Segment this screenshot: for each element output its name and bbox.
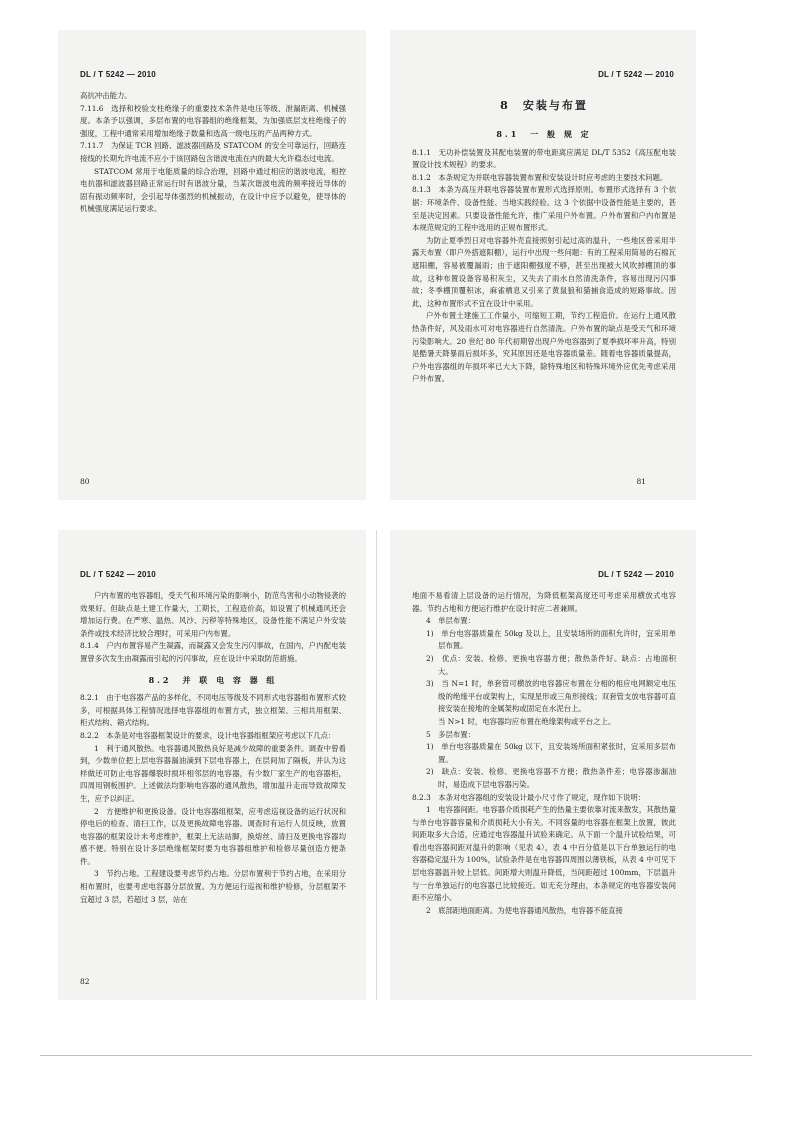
section-title: 8.2 并 联 电 容 器 组 — [148, 674, 278, 685]
paragraph: 2 方便维护和更换设备。设计电容器组框架，应考虑巡视设备的运行状况和停电后的检查、清扫工作，以及更换故障电容器。调查时有运行人员反映，放置电容器的框架设计未考虑维护，框架上无法站脚，换熔丝、清扫及更换电容器均感不便。特别在设计多层绝缘框架时要为电容器组维护和检修尽量创造方便条件。 — [80, 806, 346, 866]
page-80 — [58, 30, 366, 500]
paragraph: 高抗冲击能力。 — [80, 91, 132, 100]
page-body — [412, 90, 676, 386]
paragraph: 7.11.7 为保证 TCR 回路、滤波器回路及 STATCOM 的安全可靠运行，回路连接线的长期允许电流不应小于该回路包含谐波电流在内的最大允许稳态过电流。 — [80, 141, 346, 163]
page-number: 80 — [80, 477, 90, 486]
section-title: 8.1 一 般 规 定 — [496, 129, 592, 139]
page-number: 81 — [636, 477, 646, 486]
paragraph: 8.2.2 本条是对电容器框架设计的要求，设计电容器组框架应考虑以下几点： — [80, 730, 336, 740]
list-item: 1) 单台电容器质量在 50kg 及以上，且安装场所的面积允许时，宜采用单层布置。 — [426, 628, 676, 651]
paragraph: 8.1.3 本条为高压并联电容器装置布置形式选择原则。布置形式选择有 3 个依据：环境条件、设备性能、当地实践经验。这 3 个依据中设备性能是主要的，甚至是决定因素。只要设备性能允许，推广采用户外布置。户外布置和户内布置是本规范规定的工程中选用的正规布置形式。 — [412, 185, 676, 233]
list-heading: 4 单层布置： — [426, 616, 476, 626]
list-item: 当 N>1 时，电容器均应布置在绝缘架构或平台之上。 — [438, 716, 616, 726]
paragraph: 1 电容器间距。电容器介质损耗产生的热量主要依靠对流来散发，其散热量与单台电容器容量和介质损耗大小有关。不同容量的电容器在框架上放置，彼此间距取多大合适，应通过电容器温升试验来确定。从下面一个温升试验结果，可看出电容器间距对温升的影响（见表 4），表 4 中百分值是以下台单独运行的电容器稳定温升为 100%，试验条件是在电容器四周围以薄铁板，从表 4 中可见下层电容器温升较上层低。间距增大则温升降低，当间距超过 100mm，下层温升与一台单独运行的电容器已比较接近。如无充分理由，本条规定的电容器安装间距不应缩小。 — [412, 805, 676, 903]
list-item: 3) 当 N=1 时，单套管可横放的电容器应布置在分相的相应电网额定电压级的绝缘平台或架构上，实现星形或三角形接线；双套管支放电容器可直接安装在接地的金属架构或固定在水泥台上。 — [426, 679, 676, 714]
running-header: DL / T 5242 — 2010 — [80, 70, 156, 79]
running-header: DL / T 5242 — 2010 — [80, 570, 156, 579]
list-item: 2) 优点：安装、检修、更换电容器方便；散热条件好。缺点：占地面积大。 — [426, 653, 676, 676]
paragraph: 8.2.1 由于电容器产品的多样化，不同电压等级及不同形式电容器组布置形式较多，可根据具体工程情况选择电容器组的布置方式，独立框架、三相共用框架、柜式结构、箱式结构。 — [80, 693, 346, 728]
paragraph: 7.11.6 选择和校验支柱绝缘子的重要技术条件是电压等级、泄漏距离、机械强度。本条予以强调，多层布置的电容器组的绝缘框架，为加强底层支柱绝缘子的强度，工程中通常采用增加绝缘子数量和选高一级电压的产品两种方式。 — [80, 103, 346, 138]
page-82 — [58, 530, 366, 1000]
list-heading: 5 多层布置： — [426, 729, 476, 739]
paragraph: 8.1.1 无功补偿装置及其配电装置的带电距离应满足 DL/T 5352《高压配电装置设计技术规程》的要求。 — [412, 147, 676, 170]
page-body — [412, 590, 676, 917]
chapter-title: 8 安装与布置 — [500, 99, 588, 112]
paragraph: 地面不易看清上层设备的运行情况，为降低框架高度还可考虑采用横放式电容器。节约占地和方便运行维护在设计时应二者兼顾。 — [412, 591, 676, 613]
paragraph: 1 利于通风散热。电容器通风散热良好是减少故障的重要条件。调查中曾看到，少数单位把上层电容器漏油滴到下层电容器上，在层间加了隔板，并认为这样做还可防止电容器爆裂时损坏相邻层的电容器，有少数厂家生产的电容器柜，四周用钢板围护。上述做法均影响电容器的通风散热，增加温升走而导致故障发生，应予以纠正。 — [80, 743, 346, 803]
list-item: 1) 单台电容器质量在 50kg 以下，且安装场所面积紧张时，宜采用多层布置。 — [426, 742, 676, 764]
footer-rule — [40, 1055, 752, 1056]
paragraph: 3 节约占地。工程建设要考虑节约占地。分层布置利于节约占地，在采用分相布置时，也要考虑电容器分层放置。为方便运行巡视和维护检修，分层框架不宜超过 3 层，若超过 3 层，站在 — [80, 869, 346, 904]
page-83 — [390, 530, 696, 1000]
running-header: DL / T 5242 — 2010 — [598, 70, 674, 79]
page-number: 82 — [80, 977, 90, 986]
page-81 — [390, 30, 696, 500]
paragraph: 8.1.4 户内布置容易产生凝露，而凝露又会发生污闪事故，在国内，户内配电装置曾多次发生由凝露而引起的污闪事故，应在设计中采取防范措施。 — [80, 641, 346, 663]
page-body — [80, 90, 346, 216]
gutter-divider — [376, 530, 377, 1000]
paragraph: STATCOM 常用于电能质量的综合治理，回路中通过相应的谐波电流，相控电抗器和滤波器回路正常运行时有谐波分量，当某次谐波电流的频率接近导体的固有振动频率时，会引起导体强烈的机械振动，在设计中应予以避免，使导体的机械强度满足运行要求。 — [80, 166, 346, 214]
paragraph: 户外布置土建施工工作量小，可缩短工期，节约工程造价。在运行上通风散热条件好，风及雨水可对电容器进行自然清洗。户外布置的缺点是受天气和环境污染影响大。20 世纪 80 年代初期曾出现户外电容器到了夏季损坏率升高，特别是酷暑天降暴雨后损坏多，究其原因还是电容器质量差。随着电容器质量提高，户外电容器组的年损坏率已大大下降，除特殊地区和特殊环境外应优先考虑采用户外布置。 — [412, 311, 676, 384]
paragraph: 户内布置的电容器组，受天气和环境污染的影响小，防范鸟害和小动物侵袭的效果好。但缺点是土建工作量大，工期长，工程造价高，如设置了机械通风还会增加运行费。在严寒、温热、风沙、污秽等特殊地区，设备性能不满足户外安装条件或技术经济比较合理时，可采用户内布置。 — [80, 591, 346, 638]
paragraph: 为防止夏季烈日对电容器外壳直接照射引起过高的温升，一些地区曾采用半露天布置（即户外搭遮阳棚），运行中出现一些问题：有的工程采用简易的石棉瓦遮阳棚，容易被覆漏雨；由于遮阳棚强度不够，甚至出现被大风吹掉棚顶的事故，这种布置设备容易积灰尘，又失去了雨水自然清洗条件，容易出现污闪事故；冬季棚顶覆积冰，麻雀栖息又引来了黄鼠狼和猫捕食造成的短路事故。因此，这种布置形式不宜在设计中采用。 — [412, 235, 676, 308]
list-item: 2) 缺点：安装、检修、更换电容器不方便；散热条件差；电容器渗漏油时，易造成下层电容器污染。 — [426, 767, 676, 789]
page-body — [80, 590, 346, 906]
paragraph: 8.1.2 本条规定为并联电容器装置布置和安装设计时应考虑的主要技术问题。 — [412, 172, 668, 182]
running-header: DL / T 5242 — 2010 — [598, 570, 674, 579]
paragraph: 2 底部距地面距离。为使电容器通风散热，电容器不能直接 — [426, 905, 623, 915]
paragraph: 8.2.3 本条对电容器组的安装设计最小尺寸作了规定，现作如下说明： — [412, 792, 646, 802]
